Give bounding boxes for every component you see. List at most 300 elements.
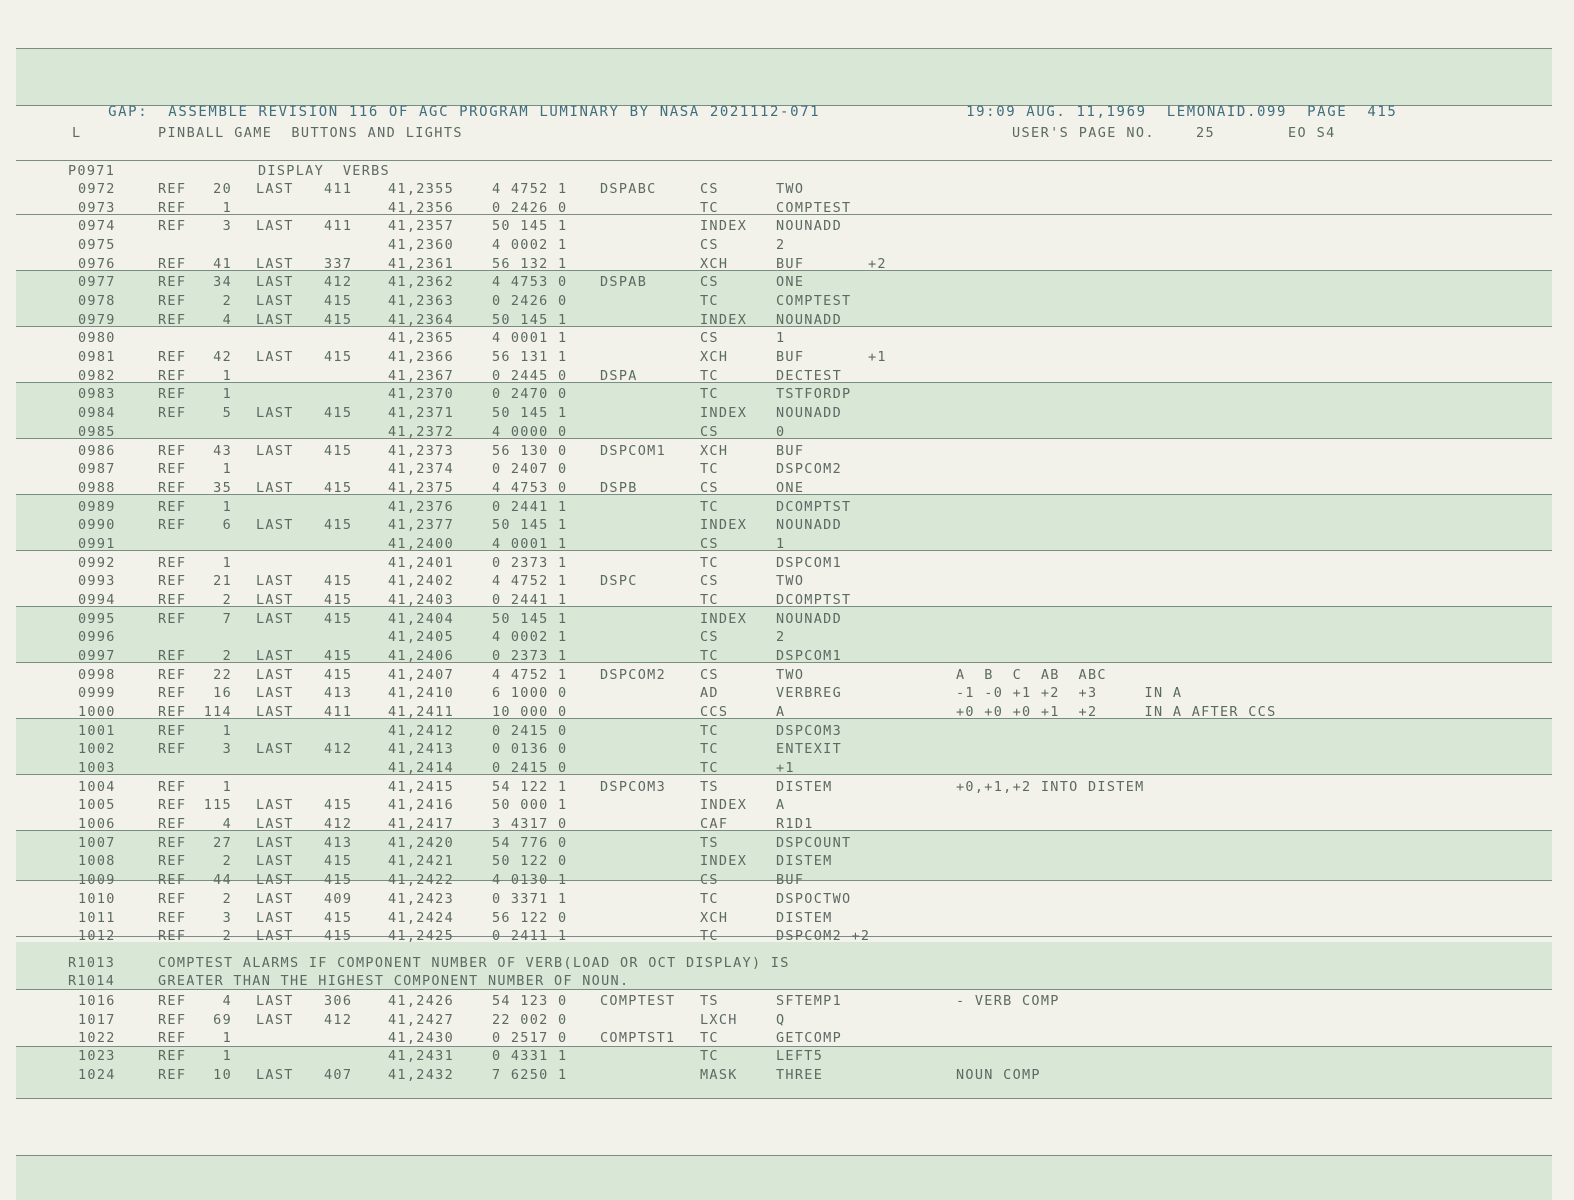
ref-count: 34	[213, 274, 232, 290]
last-page: 306	[324, 993, 353, 1009]
opcode: TC	[700, 741, 719, 757]
header-file: LEMONAID.099	[1166, 104, 1288, 120]
symbol-label: COMPTEST	[600, 993, 676, 1009]
address: 41,2363	[388, 293, 454, 309]
operand: ONE	[776, 274, 805, 290]
listing-row	[16, 442, 1552, 461]
operand: COMPTEST	[776, 200, 852, 216]
ref-keyword: REF	[158, 256, 187, 272]
listing-row	[16, 329, 1552, 348]
ref-count: 4	[222, 816, 232, 832]
line-number: 1000	[78, 704, 116, 720]
operand: DISTEM	[776, 910, 833, 926]
opcode: XCH	[700, 910, 729, 926]
ref-keyword: REF	[158, 312, 187, 328]
ref-keyword: REF	[158, 910, 187, 926]
listing-row	[16, 1029, 1552, 1048]
address: 41,2377	[388, 517, 454, 533]
ref-count: 1	[222, 555, 232, 571]
last-keyword: LAST	[256, 443, 294, 459]
ref-count: 5	[222, 405, 232, 421]
ref-keyword: REF	[158, 1067, 187, 1083]
listing-row	[16, 610, 1552, 629]
line-number: 0999	[78, 685, 116, 701]
symbol-label: DSPCOM3	[600, 779, 666, 795]
line-number: 0980	[78, 330, 116, 346]
operand: DSPOCTWO	[776, 891, 852, 907]
octal-code: 56 130 0	[492, 443, 568, 459]
ref-count: 2	[222, 928, 232, 944]
listing-row	[16, 516, 1552, 535]
ref-count: 2	[222, 592, 232, 608]
last-keyword: LAST	[256, 573, 294, 589]
operand: DECTEST	[776, 368, 842, 384]
operand: A	[776, 704, 786, 720]
line-number: 0998	[78, 667, 116, 683]
opcode: TC	[700, 1030, 719, 1046]
remark-row	[16, 954, 1552, 973]
last-keyword: LAST	[256, 835, 294, 851]
ref-keyword: REF	[158, 1048, 187, 1064]
rule-line	[16, 48, 1552, 49]
opcode: TC	[700, 555, 719, 571]
address: 41,2376	[388, 499, 454, 515]
opcode: CS	[700, 330, 719, 346]
ref-keyword: REF	[158, 611, 187, 627]
listing-row	[16, 871, 1552, 890]
listing-row	[16, 628, 1552, 647]
line-number: 0974	[78, 218, 116, 234]
ref-keyword: REF	[158, 993, 187, 1009]
address: 41,2365	[388, 330, 454, 346]
operand: DISTEM	[776, 779, 833, 795]
operand: Q	[776, 1012, 786, 1028]
listing-row	[16, 217, 1552, 236]
address: 41,2356	[388, 200, 454, 216]
listing-row	[16, 367, 1552, 386]
ref-count: 1	[222, 499, 232, 515]
address: 41,2367	[388, 368, 454, 384]
rule-line	[16, 160, 1552, 161]
ref-count: 3	[222, 741, 232, 757]
opcode: CS	[700, 536, 719, 552]
last-keyword: LAST	[256, 181, 294, 197]
opcode: TS	[700, 835, 719, 851]
opcode: CS	[700, 629, 719, 645]
opcode: TC	[700, 592, 719, 608]
octal-code: 54 123 0	[492, 993, 568, 1009]
header-datetime: 19:09 AUG. 11,1969	[966, 104, 1147, 120]
opcode: MASK	[700, 1067, 738, 1083]
line-number: 1004	[78, 779, 116, 795]
octal-code: 0 2415 0	[492, 760, 568, 776]
ref-keyword: REF	[158, 1030, 187, 1046]
opcode: XCH	[700, 443, 729, 459]
octal-code: 4 0002 1	[492, 237, 568, 253]
ref-keyword: REF	[158, 704, 187, 720]
address: 41,2410	[388, 685, 454, 701]
opcode: CS	[700, 872, 719, 888]
octal-code: 0 0136 0	[492, 741, 568, 757]
ref-keyword: REF	[158, 816, 187, 832]
ref-count: 41	[213, 256, 232, 272]
ref-keyword: REF	[158, 443, 187, 459]
operand: DSPCOM2 +2	[776, 928, 871, 944]
operand: BUF	[776, 349, 805, 365]
address: 41,2412	[388, 723, 454, 739]
line-number: 0990	[78, 517, 116, 533]
ref-count: 2	[222, 853, 232, 869]
operand: NOUNADD	[776, 517, 842, 533]
last-keyword: LAST	[256, 480, 294, 496]
header-title: GAP: ASSEMBLE REVISION 116 OF AGC PROGRAM LUMINARY BY NASA 2021112-071	[108, 104, 821, 120]
line-number: 0996	[78, 629, 116, 645]
header-page-number: 415	[1367, 104, 1398, 120]
address: 41,2357	[388, 218, 454, 234]
last-keyword: LAST	[256, 611, 294, 627]
printout-page	[16, 0, 1552, 1200]
opcode: INDEX	[700, 853, 748, 869]
listing-row	[16, 740, 1552, 759]
opcode: CS	[700, 274, 719, 290]
address: 41,2370	[388, 386, 454, 402]
listing-row	[16, 385, 1552, 404]
opcode: CAF	[700, 816, 729, 832]
users-page-label: USER'S PAGE NO.	[1012, 125, 1155, 141]
last-keyword: LAST	[256, 1067, 294, 1083]
octal-code: 4 0002 1	[492, 629, 568, 645]
address: 41,2361	[388, 256, 454, 272]
octal-code: 0 2470 0	[492, 386, 568, 402]
last-page: 415	[324, 611, 353, 627]
section-line-number: P0971	[68, 163, 116, 179]
ref-count: 1	[222, 200, 232, 216]
listing-row	[16, 423, 1552, 442]
last-page: 412	[324, 741, 353, 757]
comment: -1 -0 +1 +2 +3 IN A	[956, 685, 1183, 701]
last-keyword: LAST	[256, 797, 294, 813]
address: 41,2360	[388, 237, 454, 253]
listing-row	[16, 554, 1552, 573]
listing-row	[16, 180, 1552, 199]
operand: TWO	[776, 573, 805, 589]
address: 41,2400	[388, 536, 454, 552]
opcode: LXCH	[700, 1012, 738, 1028]
address: 41,2420	[388, 835, 454, 851]
last-keyword: LAST	[256, 274, 294, 290]
opcode: CS	[700, 480, 719, 496]
log-section: PINBALL GAME BUTTONS AND LIGHTS	[158, 125, 463, 141]
octal-code: 54 122 1	[492, 779, 568, 795]
ref-count: 1	[222, 1048, 232, 1064]
last-keyword: LAST	[256, 704, 294, 720]
address: 41,2430	[388, 1030, 454, 1046]
last-keyword: LAST	[256, 741, 294, 757]
line-number: 0984	[78, 405, 116, 421]
line-number: 0993	[78, 573, 116, 589]
operand: TSTFORDP	[776, 386, 852, 402]
ref-count: 4	[222, 993, 232, 1009]
last-page: 415	[324, 872, 353, 888]
ref-keyword: REF	[158, 349, 187, 365]
ref-keyword: REF	[158, 797, 187, 813]
opcode: INDEX	[700, 218, 748, 234]
address: 41,2371	[388, 405, 454, 421]
ref-count: 10	[213, 1067, 232, 1083]
octal-code: 56 122 0	[492, 910, 568, 926]
ref-keyword: REF	[158, 685, 187, 701]
octal-code: 4 4752 1	[492, 181, 568, 197]
listing-row	[16, 479, 1552, 498]
line-number: 1024	[78, 1067, 116, 1083]
operand: BUF	[776, 443, 805, 459]
listing-row	[16, 834, 1552, 853]
address: 41,2416	[388, 797, 454, 813]
last-page: 415	[324, 480, 353, 496]
ref-keyword: REF	[158, 872, 187, 888]
opcode: INDEX	[700, 312, 748, 328]
listing-row	[16, 1011, 1552, 1030]
line-number: 1016	[78, 993, 116, 1009]
octal-code: 4 0001 1	[492, 330, 568, 346]
ref-count: 20	[213, 181, 232, 197]
address: 41,2364	[388, 312, 454, 328]
operand: THREE	[776, 1067, 824, 1083]
ref-keyword: REF	[158, 555, 187, 571]
opcode: INDEX	[700, 797, 748, 813]
operand: DCOMPTST	[776, 499, 852, 515]
octal-code: 0 2373 1	[492, 555, 568, 571]
opcode: TC	[700, 386, 719, 402]
last-page: 415	[324, 349, 353, 365]
last-page: 415	[324, 928, 353, 944]
ref-keyword: REF	[158, 200, 187, 216]
listing-row	[16, 535, 1552, 554]
symbol-label: DSPC	[600, 573, 638, 589]
last-page: 407	[324, 1067, 353, 1083]
line-number: 1009	[78, 872, 116, 888]
octal-code: 50 122 0	[492, 853, 568, 869]
last-keyword: LAST	[256, 891, 294, 907]
octal-code: 4 0000 0	[492, 424, 568, 440]
listing-row	[16, 199, 1552, 218]
octal-code: 50 000 1	[492, 797, 568, 813]
listing-row	[16, 778, 1552, 797]
line-number: 1023	[78, 1048, 116, 1064]
opcode: INDEX	[700, 405, 748, 421]
address: 41,2421	[388, 853, 454, 869]
listing-row	[16, 591, 1552, 610]
rule-line	[16, 1098, 1552, 1099]
ref-keyword: REF	[158, 835, 187, 851]
listing-row	[16, 890, 1552, 909]
opcode: TC	[700, 499, 719, 515]
last-keyword: LAST	[256, 685, 294, 701]
ref-keyword: REF	[158, 573, 187, 589]
last-page: 413	[324, 685, 353, 701]
last-keyword: LAST	[256, 816, 294, 832]
last-keyword: LAST	[256, 853, 294, 869]
octal-code: 54 776 0	[492, 835, 568, 851]
line-number: 1001	[78, 723, 116, 739]
operand: BUF	[776, 256, 805, 272]
operand: ENTEXIT	[776, 741, 842, 757]
octal-code: 50 145 1	[492, 405, 568, 421]
header-page-label: PAGE	[1307, 104, 1348, 120]
last-keyword: LAST	[256, 256, 294, 272]
line-number: 0985	[78, 424, 116, 440]
operand: DSPCOM3	[776, 723, 842, 739]
last-page: 415	[324, 517, 353, 533]
operand: GETCOMP	[776, 1030, 842, 1046]
line-number: 1010	[78, 891, 116, 907]
ref-keyword: REF	[158, 499, 187, 515]
last-keyword: LAST	[256, 667, 294, 683]
listing-row	[16, 666, 1552, 685]
line-number: 0979	[78, 312, 116, 328]
last-page: 337	[324, 256, 353, 272]
line-number: 0994	[78, 592, 116, 608]
ref-count: 1	[222, 723, 232, 739]
opcode: CS	[700, 181, 719, 197]
ref-count: 1	[222, 1030, 232, 1046]
octal-code: 0 2426 0	[492, 200, 568, 216]
operand: NOUNADD	[776, 312, 842, 328]
ref-count: 35	[213, 480, 232, 496]
users-page-number: 25	[1196, 125, 1216, 141]
ref-keyword: REF	[158, 667, 187, 683]
listing-row	[16, 460, 1552, 479]
listing-row	[16, 927, 1552, 946]
address: 41,2407	[388, 667, 454, 683]
line-number: 0989	[78, 499, 116, 515]
operand: COMPTEST	[776, 293, 852, 309]
operand: ONE	[776, 480, 805, 496]
ref-keyword: REF	[158, 779, 187, 795]
last-page: 415	[324, 648, 353, 664]
symbol-label: DSPCOM2	[600, 667, 666, 683]
ref-keyword: REF	[158, 1012, 187, 1028]
ref-count: 1	[222, 386, 232, 402]
listing-row	[16, 1047, 1552, 1066]
remark-row	[16, 972, 1552, 991]
green-band	[16, 1155, 1552, 1200]
ref-keyword: REF	[158, 592, 187, 608]
remark-text: COMPTEST ALARMS IF COMPONENT NUMBER OF VERB(LOAD OR OCT DISPLAY) IS	[158, 955, 790, 971]
last-page: 412	[324, 816, 353, 832]
line-number: 1003	[78, 760, 116, 776]
remark-line-number: R1013	[68, 955, 116, 971]
address: 41,2375	[388, 480, 454, 496]
operand: BUF	[776, 872, 805, 888]
operand: R1D1	[776, 816, 814, 832]
symbol-label: DSPA	[600, 368, 638, 384]
ref-keyword: REF	[158, 480, 187, 496]
operand: 2	[776, 237, 786, 253]
octal-code: 50 145 1	[492, 218, 568, 234]
opcode: AD	[700, 685, 719, 701]
ref-keyword: REF	[158, 181, 187, 197]
last-keyword: LAST	[256, 592, 294, 608]
symbol-label: DSPB	[600, 480, 638, 496]
operand: NOUNADD	[776, 405, 842, 421]
last-keyword: LAST	[256, 349, 294, 365]
last-keyword: LAST	[256, 993, 294, 1009]
ref-count: 3	[222, 218, 232, 234]
ref-keyword: REF	[158, 891, 187, 907]
last-keyword: LAST	[256, 312, 294, 328]
address: 41,2427	[388, 1012, 454, 1028]
listing-row	[16, 236, 1552, 255]
ref-keyword: REF	[158, 517, 187, 533]
octal-code: 0 2426 0	[492, 293, 568, 309]
line-number: 0982	[78, 368, 116, 384]
symbol-label: DSPABC	[600, 181, 657, 197]
ref-keyword: REF	[158, 386, 187, 402]
ref-count: 22	[213, 667, 232, 683]
line-number: 1008	[78, 853, 116, 869]
operand: TWO	[776, 181, 805, 197]
last-page: 412	[324, 274, 353, 290]
address: 41,2426	[388, 993, 454, 1009]
octal-code: 4 4753 0	[492, 274, 568, 290]
ref-count: 1	[222, 461, 232, 477]
listing-row	[16, 572, 1552, 591]
ref-keyword: REF	[158, 853, 187, 869]
opcode: CS	[700, 667, 719, 683]
operand: 1	[776, 330, 786, 346]
operand: DISTEM	[776, 853, 833, 869]
octal-code: 56 132 1	[492, 256, 568, 272]
remark-text: GREATER THAN THE HIGHEST COMPONENT NUMBER OF NOUN.	[158, 973, 630, 989]
listing-row	[16, 703, 1552, 722]
line-number: 1006	[78, 816, 116, 832]
ref-keyword: REF	[158, 928, 187, 944]
ref-keyword: REF	[158, 461, 187, 477]
line-number: 0978	[78, 293, 116, 309]
line-number: 0988	[78, 480, 116, 496]
operand: 2	[776, 629, 786, 645]
ref-count: 69	[213, 1012, 232, 1028]
opcode: TC	[700, 648, 719, 664]
operand: DCOMPTST	[776, 592, 852, 608]
last-keyword: LAST	[256, 218, 294, 234]
operand: NOUNADD	[776, 218, 842, 234]
comment: +0 +0 +0 +1 +2 IN A AFTER CCS	[956, 704, 1277, 720]
address: 41,2417	[388, 816, 454, 832]
octal-code: 0 4331 1	[492, 1048, 568, 1064]
line-number: 0992	[78, 555, 116, 571]
address: 41,2362	[388, 274, 454, 290]
opcode: CCS	[700, 704, 729, 720]
opcode: CS	[700, 237, 719, 253]
octal-code: 7 6250 1	[492, 1067, 568, 1083]
operand: 1	[776, 536, 786, 552]
line-number: 0972	[78, 181, 116, 197]
last-page: 409	[324, 891, 353, 907]
opcode: TS	[700, 993, 719, 1009]
operand: DSPCOM1	[776, 648, 842, 664]
log-flag: L	[72, 125, 82, 141]
operand-offset: +2	[868, 256, 887, 272]
octal-code: 50 145 1	[492, 517, 568, 533]
octal-code: 0 2441 1	[492, 499, 568, 515]
line-number: 1012	[78, 928, 116, 944]
address: 41,2432	[388, 1067, 454, 1083]
listing-row	[16, 852, 1552, 871]
octal-code: 10 000 0	[492, 704, 568, 720]
last-keyword: LAST	[256, 517, 294, 533]
